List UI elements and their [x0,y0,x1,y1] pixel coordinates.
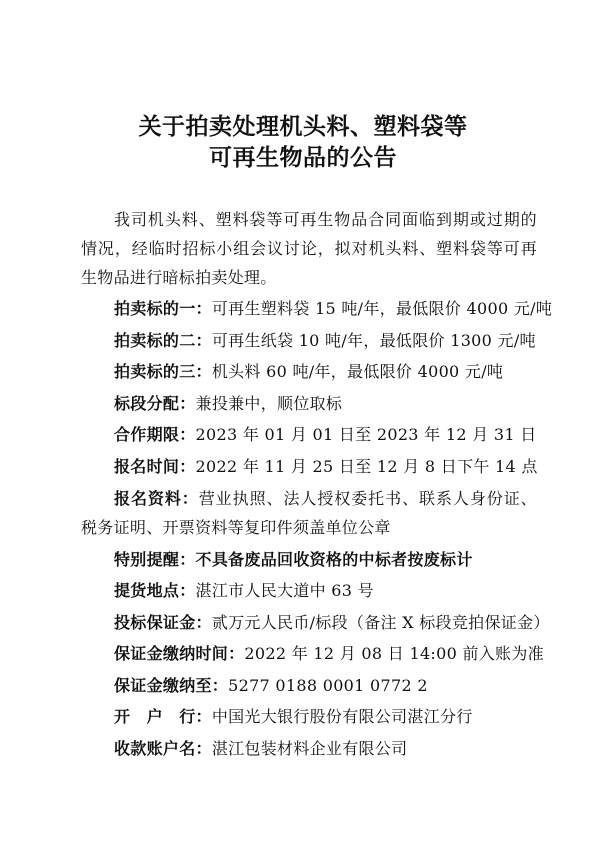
auction-item-2-label: 拍卖标的二： [114,331,212,350]
registration-materials-value: 营业执照、法人授权委托书、联系人身份证、税务证明、开票资料等复印件须盖单位公章 [81,489,537,537]
payee-account-name [114,738,407,760]
auction-item-3-label: 拍卖标的三： [114,362,212,381]
lot-allocation [114,393,342,415]
registration-time [114,456,538,478]
document-title-line-1: 关于拍卖处理机头料、塑料袋等 [138,113,468,140]
payee-account-name-label: 收款账户名： [114,739,212,758]
deposit-account-number [114,675,428,697]
auction-item-1-value: 可再生塑料袋 15 吨/年，最低限价 4000 元/吨 [211,299,553,318]
cooperation-period [114,424,537,446]
auction-item-2-value: 可再生纸袋 10 吨/年，最低限价 1300 元/吨 [211,331,536,350]
deposit-payment-time-label: 保证金缴纳时间： [114,644,245,663]
special-reminder-value: 不具备废品回收资格的中标者按废标计 [195,550,473,569]
opening-bank-value: 中国光大银行股份有限公司湛江分行 [211,707,473,726]
registration-materials-label: 报名资料： [114,489,199,508]
document-title-line-2: 可再生物品的公告 [209,144,397,171]
special-reminder-label: 特别提醒： [114,550,196,569]
intro-paragraph: 我司机头料、塑料袋等可再生物品合同面临到期或过期的情况，经临时招标小组会议讨论，拟对机头料、塑料袋等可再生物品进行暗标拍卖处理。 [81,210,537,287]
registration-time-value: 2022 年 11 月 25 日至 12 月 8 日下午 14 点 [195,457,538,476]
pickup-location-label: 提货地点： [114,581,196,600]
deposit-account-number-value: 5277 0188 0001 0772 2 [228,676,428,695]
special-reminder [114,549,473,571]
registration-materials [81,484,537,542]
cooperation-period-label: 合作期限： [114,425,196,444]
lot-allocation-label: 标段分配： [114,394,196,413]
bid-deposit-value: 贰万元人民币/标段（备注 X 标段竞拍保证金） [211,613,550,632]
auction-item-3 [114,361,503,383]
bid-deposit [114,612,550,634]
auction-item-2 [114,330,536,352]
auction-item-3-value: 机头料 60 吨/年，最低限价 4000 元/吨 [211,362,504,381]
payee-account-name-value: 湛江包装材料企业有限公司 [211,739,408,758]
cooperation-period-value: 2023 年 01 月 01 日至 2023 年 12 月 31 日 [195,425,537,444]
opening-bank [114,706,473,728]
pickup-location [114,580,374,602]
pickup-location-value: 湛江市人民大道中 63 号 [195,581,374,600]
registration-time-label: 报名时间： [114,457,196,476]
opening-bank-label: 开 户 行： [114,707,212,726]
auction-item-1-label: 拍卖标的一： [114,299,212,318]
deposit-payment-time [114,643,544,665]
bid-deposit-label: 投标保证金： [114,613,212,632]
lot-allocation-value: 兼投兼中，顺位取标 [195,394,343,413]
deposit-payment-time-value: 2022 年 12 月 08 日 14:00 前入账为准 [244,644,544,663]
deposit-account-number-label: 保证金缴纳至： [114,676,229,695]
auction-item-1 [114,298,552,320]
